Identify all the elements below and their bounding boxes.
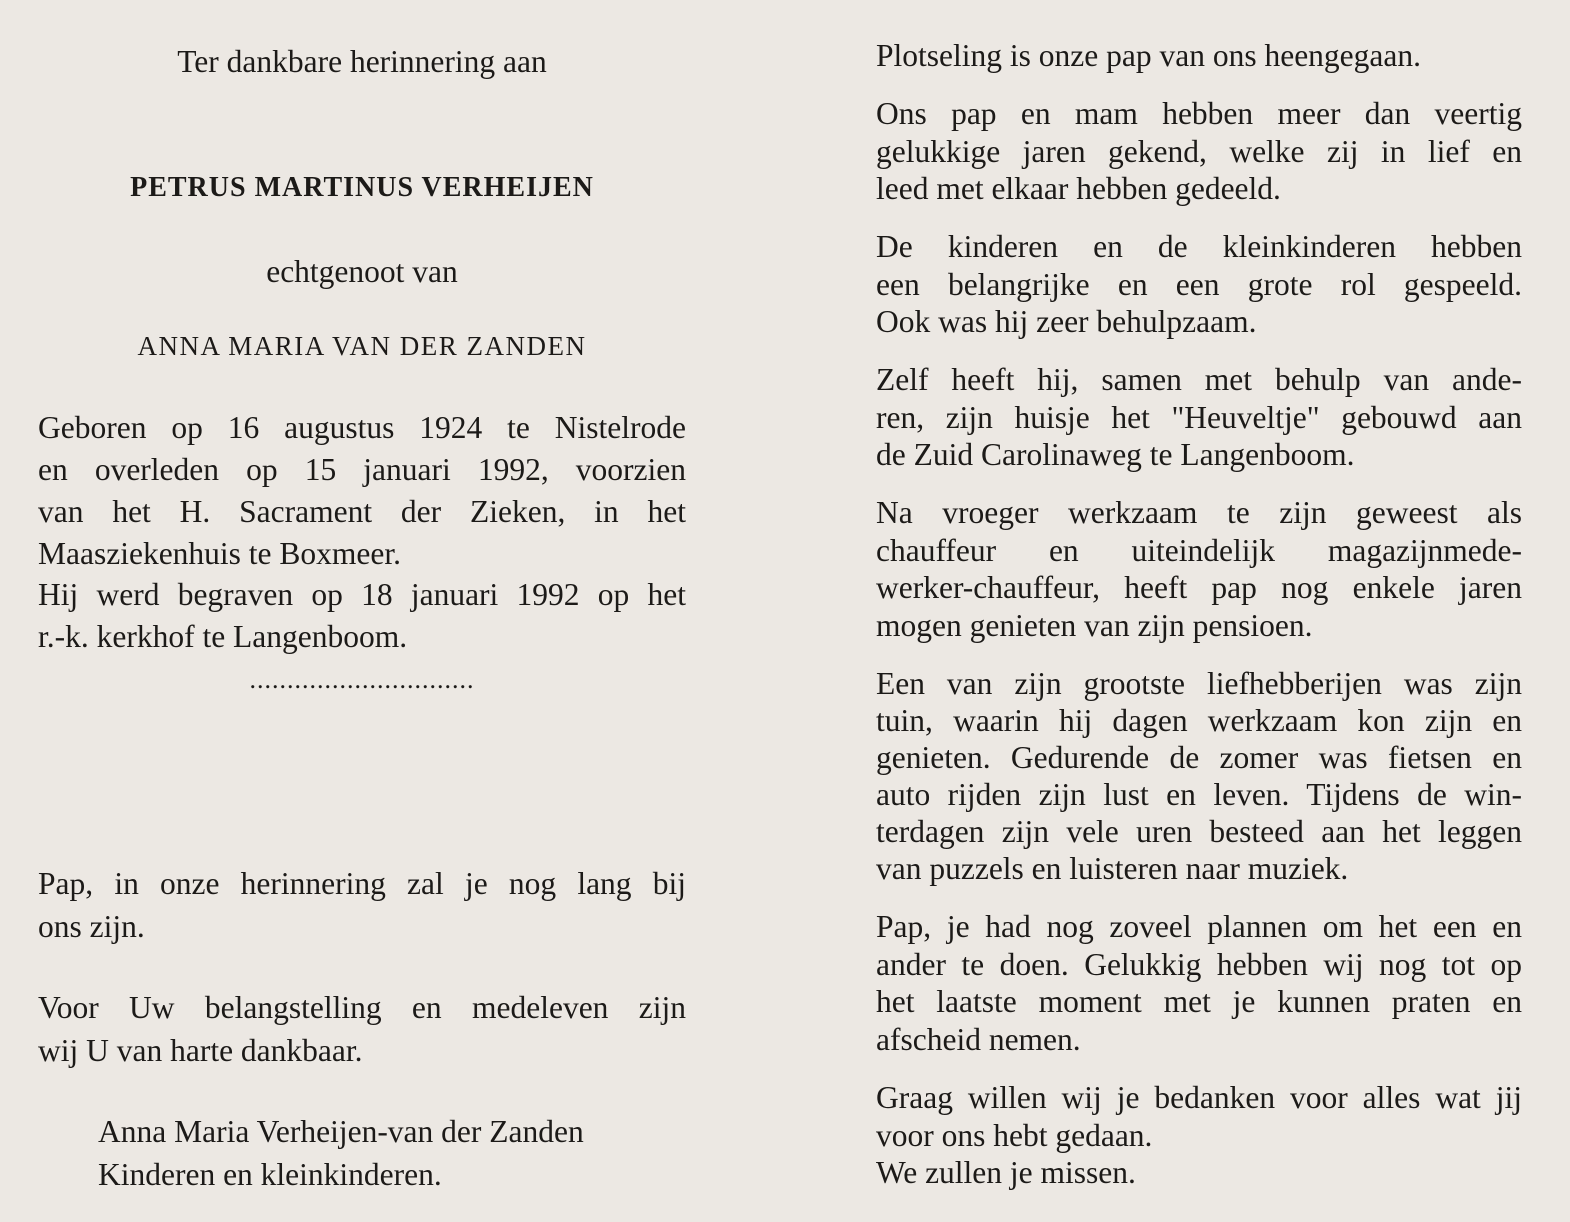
bio-line: Geboren op 16 augustus 1924 te Nistelrode <box>38 410 686 445</box>
text-line: voor ons hebt gedaan. <box>876 1118 1153 1153</box>
signature-line: Kinderen en kleinkinderen. <box>98 1157 442 1192</box>
text-line: Ons pap en mam hebben meer dan veertig <box>876 96 1522 131</box>
text-line: de Zuid Carolinaweg te Langenboom. <box>876 437 1355 472</box>
text-line: Graag willen wij je bedanken voor alles wat jij <box>876 1080 1522 1115</box>
text-line: De kinderen en de kleinkinderen hebben <box>876 229 1522 264</box>
memory-line: ons zijn. <box>38 909 145 944</box>
text-line: Pap, je had nog zoveel plannen om het een en <box>876 909 1522 944</box>
text-line: terdagen zijn vele uren besteed aan het leggen <box>876 814 1522 849</box>
bio-line: Maasziekenhuis te Boxmeer. <box>38 536 402 571</box>
bio-line: r.-k. kerkhof te Langenboom. <box>38 619 408 654</box>
intro-line: Ter dankbare herinnering aan <box>177 44 547 79</box>
bio-line: van het H. Sacrament der Zieken, in het <box>38 494 686 529</box>
text-line: Ook was hij zeer behulpzaam. <box>876 304 1257 339</box>
spouse-name: ANNA MARIA VAN DER ZANDEN <box>137 331 587 361</box>
memory-line: Pap, in onze herinnering zal je nog lang bij <box>38 866 686 901</box>
text-line: werker-chauffeur, heeft pap nog enkele jaren <box>876 570 1522 605</box>
separator-dots: .............................. <box>249 665 475 694</box>
text-line: Zelf heeft hij, samen met behulp van ande- <box>876 362 1522 397</box>
text-line: gelukkige jaren gekend, welke zij in lief en <box>876 134 1522 169</box>
text-line: een belangrijke en een grote rol gespeeld. <box>876 267 1522 302</box>
text-line: tuin, waarin hij dagen werkzaam kon zijn en <box>876 703 1522 738</box>
text-line: van puzzels en luisteren naar muziek. <box>876 851 1349 886</box>
deceased-name: PETRUS MARTINUS VERHEIJEN <box>130 172 594 203</box>
text-line: Plotseling is onze pap van ons heengegaan. <box>876 38 1421 73</box>
text-line: Na vroeger werkzaam te zijn geweest als <box>876 495 1522 530</box>
spouse-label: echtgenoot van <box>266 254 458 289</box>
text-line: chauffeur en uiteindelijk magazijnmede- <box>876 533 1522 568</box>
thanks-line: Voor Uw belangstelling en medeleven zijn <box>38 990 686 1025</box>
text-line: afscheid nemen. <box>876 1022 1081 1057</box>
signature-line: Anna Maria Verheijen-van der Zanden <box>98 1114 584 1149</box>
bio-line: Hij werd begraven op 18 januari 1992 op het <box>38 577 686 612</box>
text-line: het laatste moment met je kunnen praten en <box>876 984 1522 1019</box>
thanks-line: wij U van harte dankbaar. <box>38 1033 363 1068</box>
text-line: genieten. Gedurende de zomer was fietsen en <box>876 740 1522 775</box>
text-line: ren, zijn huisje het "Heuveltje" gebouwd aan <box>876 400 1522 435</box>
text-line: ander te doen. Gelukkig hebben wij nog tot op <box>876 947 1522 982</box>
text-line: auto rijden zijn lust en leven. Tijdens de win- <box>876 777 1522 812</box>
text-line: mogen genieten van zijn pensioen. <box>876 608 1313 643</box>
text-line: Een van zijn grootste liefhebberijen was zijn <box>876 666 1522 701</box>
bio-line: en overleden op 15 januari 1992, voorzien <box>38 452 686 487</box>
text-line: We zullen je missen. <box>876 1155 1136 1190</box>
text-line: leed met elkaar hebben gedeeld. <box>876 171 1281 206</box>
